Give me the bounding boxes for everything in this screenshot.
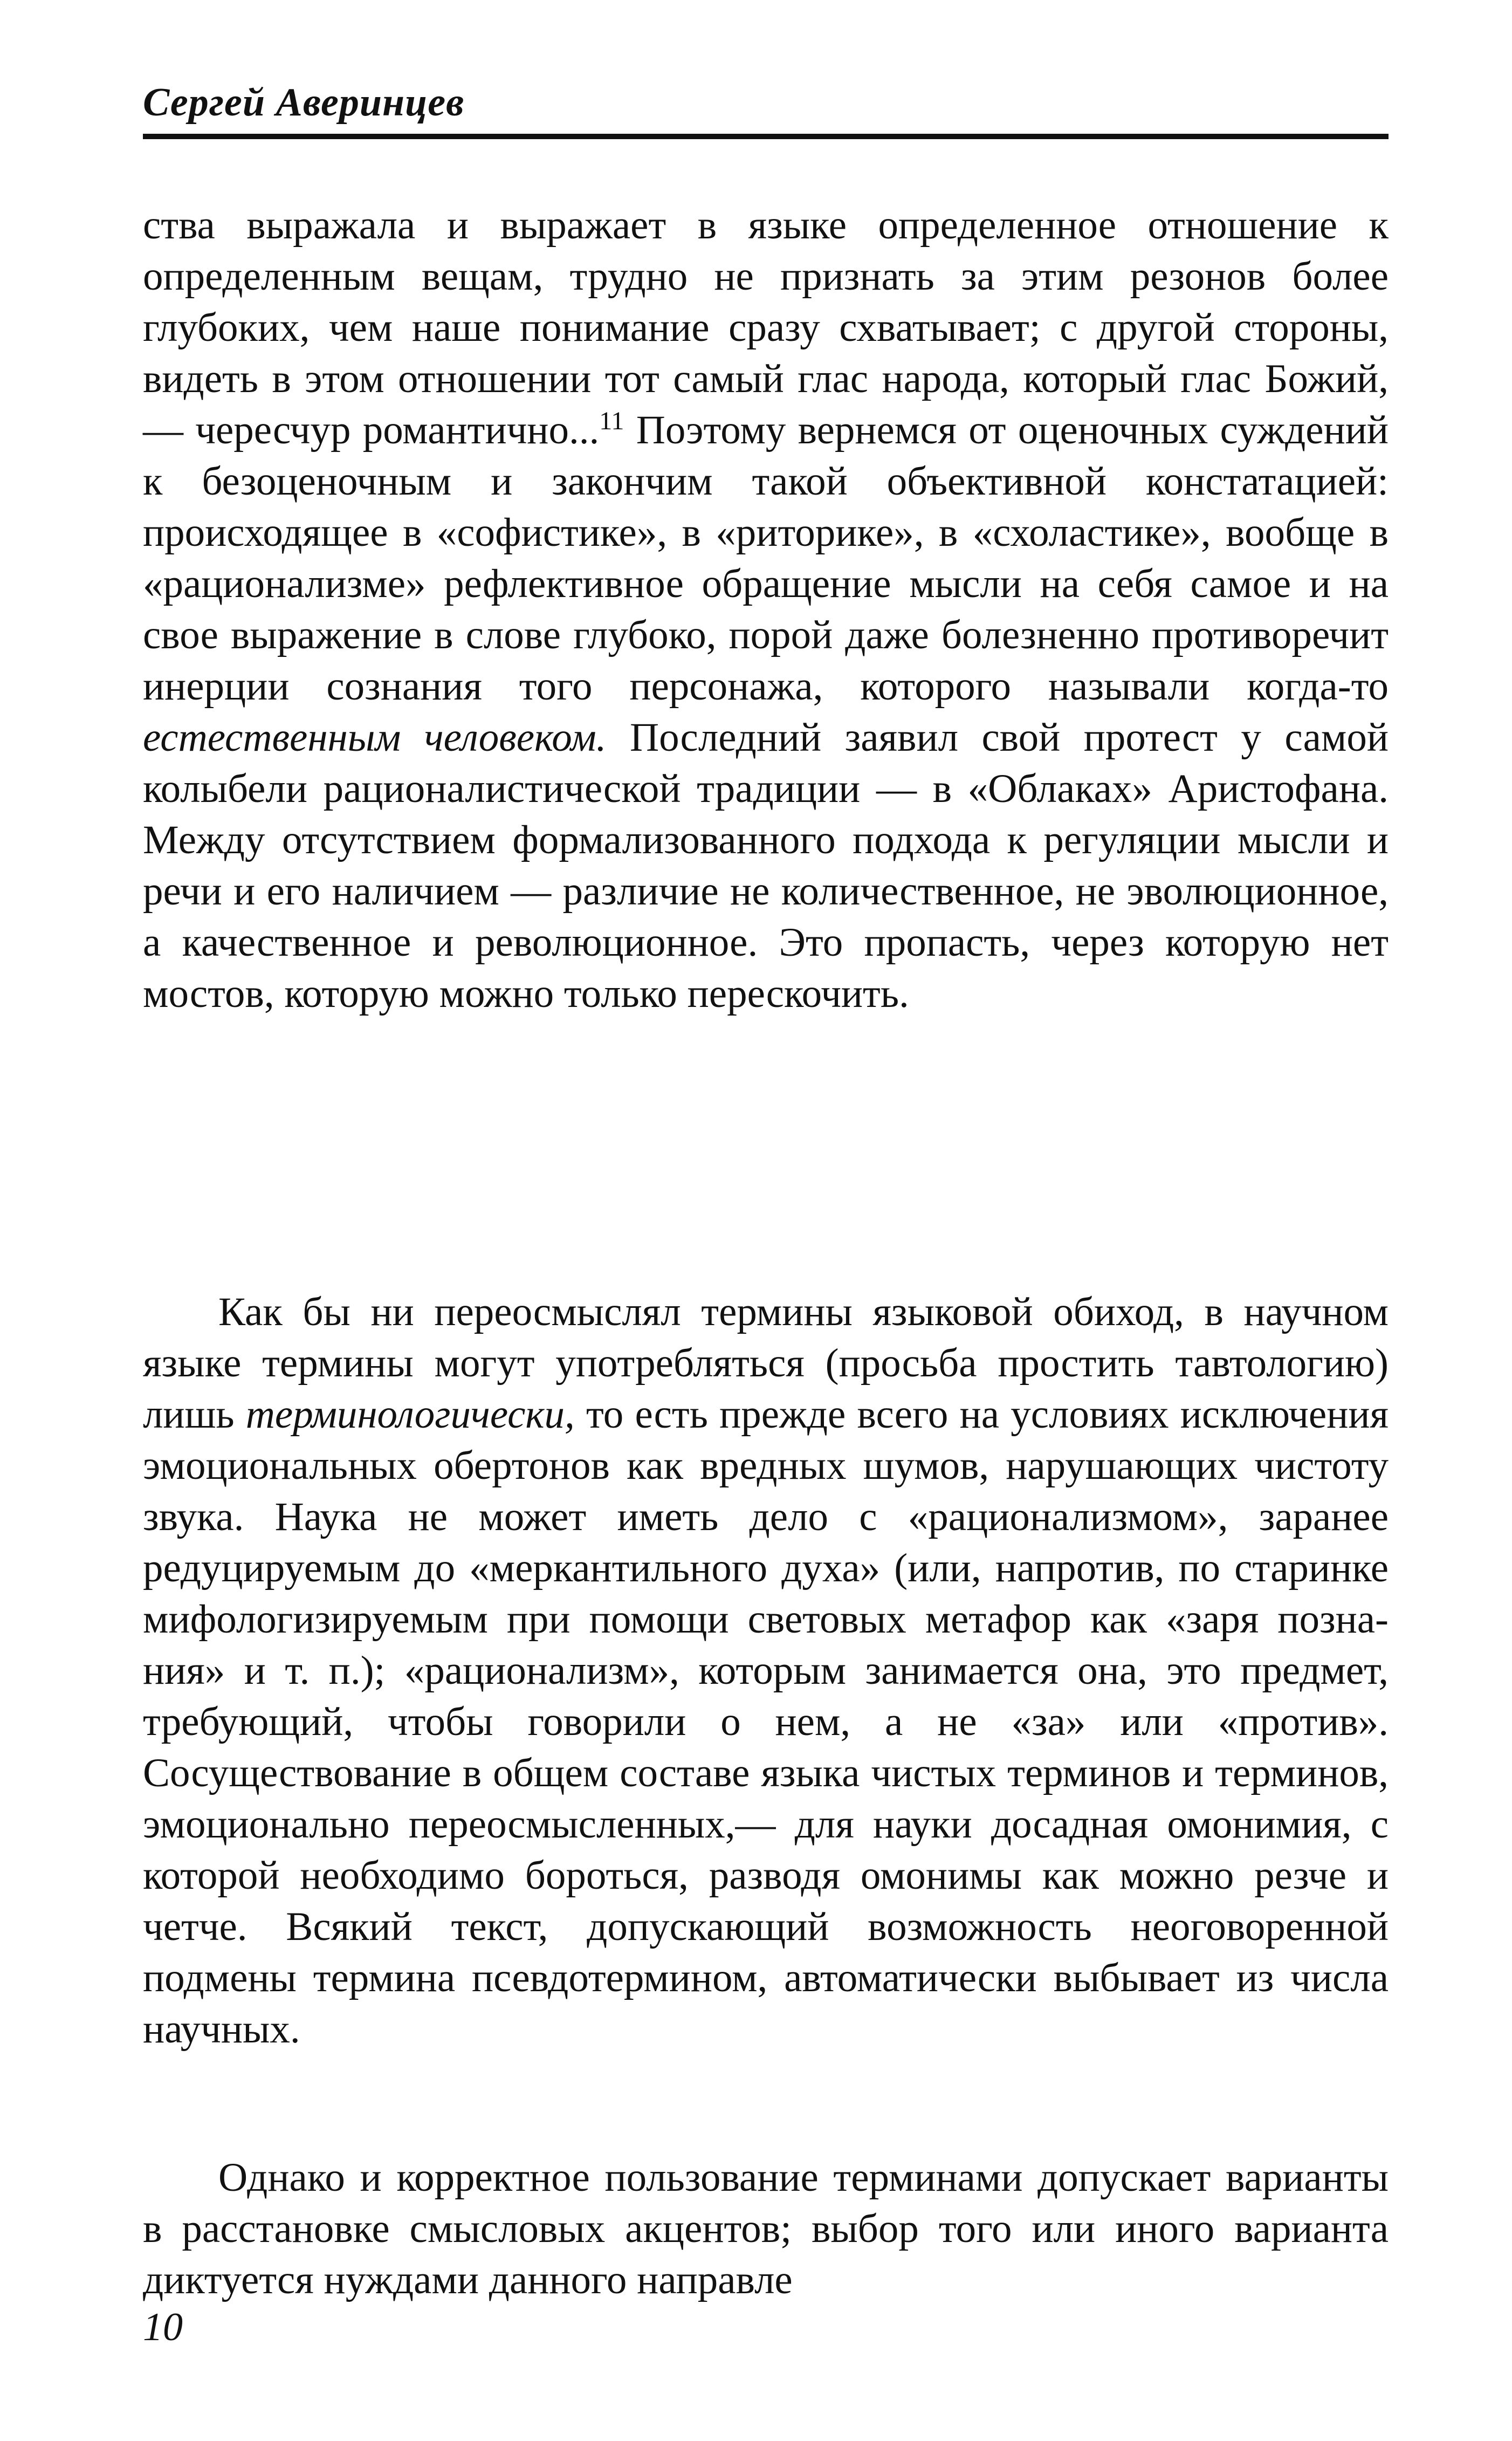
footnote-marker: 11: [599, 407, 624, 435]
paragraph-1-part-c: Последний заявил свой протест у самой колыбели рационалистической традиции — в «Облаках» Аристофана. Между отсутствием формализованного подхода к регуляции мысли и речи и его наличием — различие не количественное, не эволюционное, а качественное и революционное. Это пропасть, через которую нет мостов, которую можно только перескочить.: [143, 715, 1389, 1016]
paragraph-2: [143, 1286, 1389, 2055]
paragraph-1-part-a: ства выражала и выражает в языке определенное отношение к определенным вещам, трудно не признать за этим резонов более глубоких, чем наше понимание сразу схватывает; с другой стороны, видеть в этом отношении тот самый глас народа, который глас Божий,— чересчур романтично...: [143, 203, 1389, 452]
paragraph-2-text: [143, 1286, 1389, 2055]
running-header: [143, 70, 1389, 140]
italic-term-natural-man: естественным человеком.: [143, 715, 607, 760]
paragraph-2-part-a: Как бы ни переосмыслял термины языковой обиход, в научном языке термины могут употребляться (просьба простить тавтологию) лишь: [143, 1290, 1389, 1437]
paragraph-1-part-b: Поэтому вернемся от оценочных суждений к безоценочным и закончим такой объективной констатацией: происходящее в «софистике», в «риторике», в «схоластике», вообще в «рационализме» рефлективное обращение мысли на себя самое и на свое выражение в слове глубоко, порой даже болезненно противоречит инерции сознания того персонажа, которого называли когда-то: [143, 408, 1389, 709]
paragraph-3: [143, 2152, 1389, 2306]
header-rule: [143, 134, 1389, 139]
paragraph-2-part-b: то есть прежде всего на условиях исключения эмоциональных обертонов как вредных шумов, нарушающих чистоту звука. Наука не может иметь дело с «рационализмом», заранее редуцируемым до «меркантильного духа» (или, напротив, по старинке мифологизируемым при помощи световых метафор как «заря познания» и т. п.); «рационализм», которым занимается она, это предмет, требующий, чтобы говорили о нем, а не «за» или «против». Сосуществование в общем составе языка чистых терминов и терминов, эмоционально переосмысленных,— для науки досадная омонимия, с которой необходимо бороться, разводя омонимы как можно резче и четче. Всякий текст, допускающий возможность неоговоренной подмены термина псевдотермином, автоматически выбывает из числа научных.: [143, 1392, 1389, 2052]
italic-term-terminologically: терминологически,: [245, 1392, 575, 1437]
page-number: 10: [143, 2305, 183, 2349]
paragraph-1-text: [143, 200, 1389, 1019]
running-header-author: Сергей Аверинцев: [143, 80, 465, 125]
paragraph-1: [143, 200, 1389, 1019]
paragraph-3-text: Однако и корректное пользование терминами допускает варианты в расстановке смысловых акцентов; выбор того или иного варианта диктуется нуждами данного направле: [143, 2155, 1389, 2302]
